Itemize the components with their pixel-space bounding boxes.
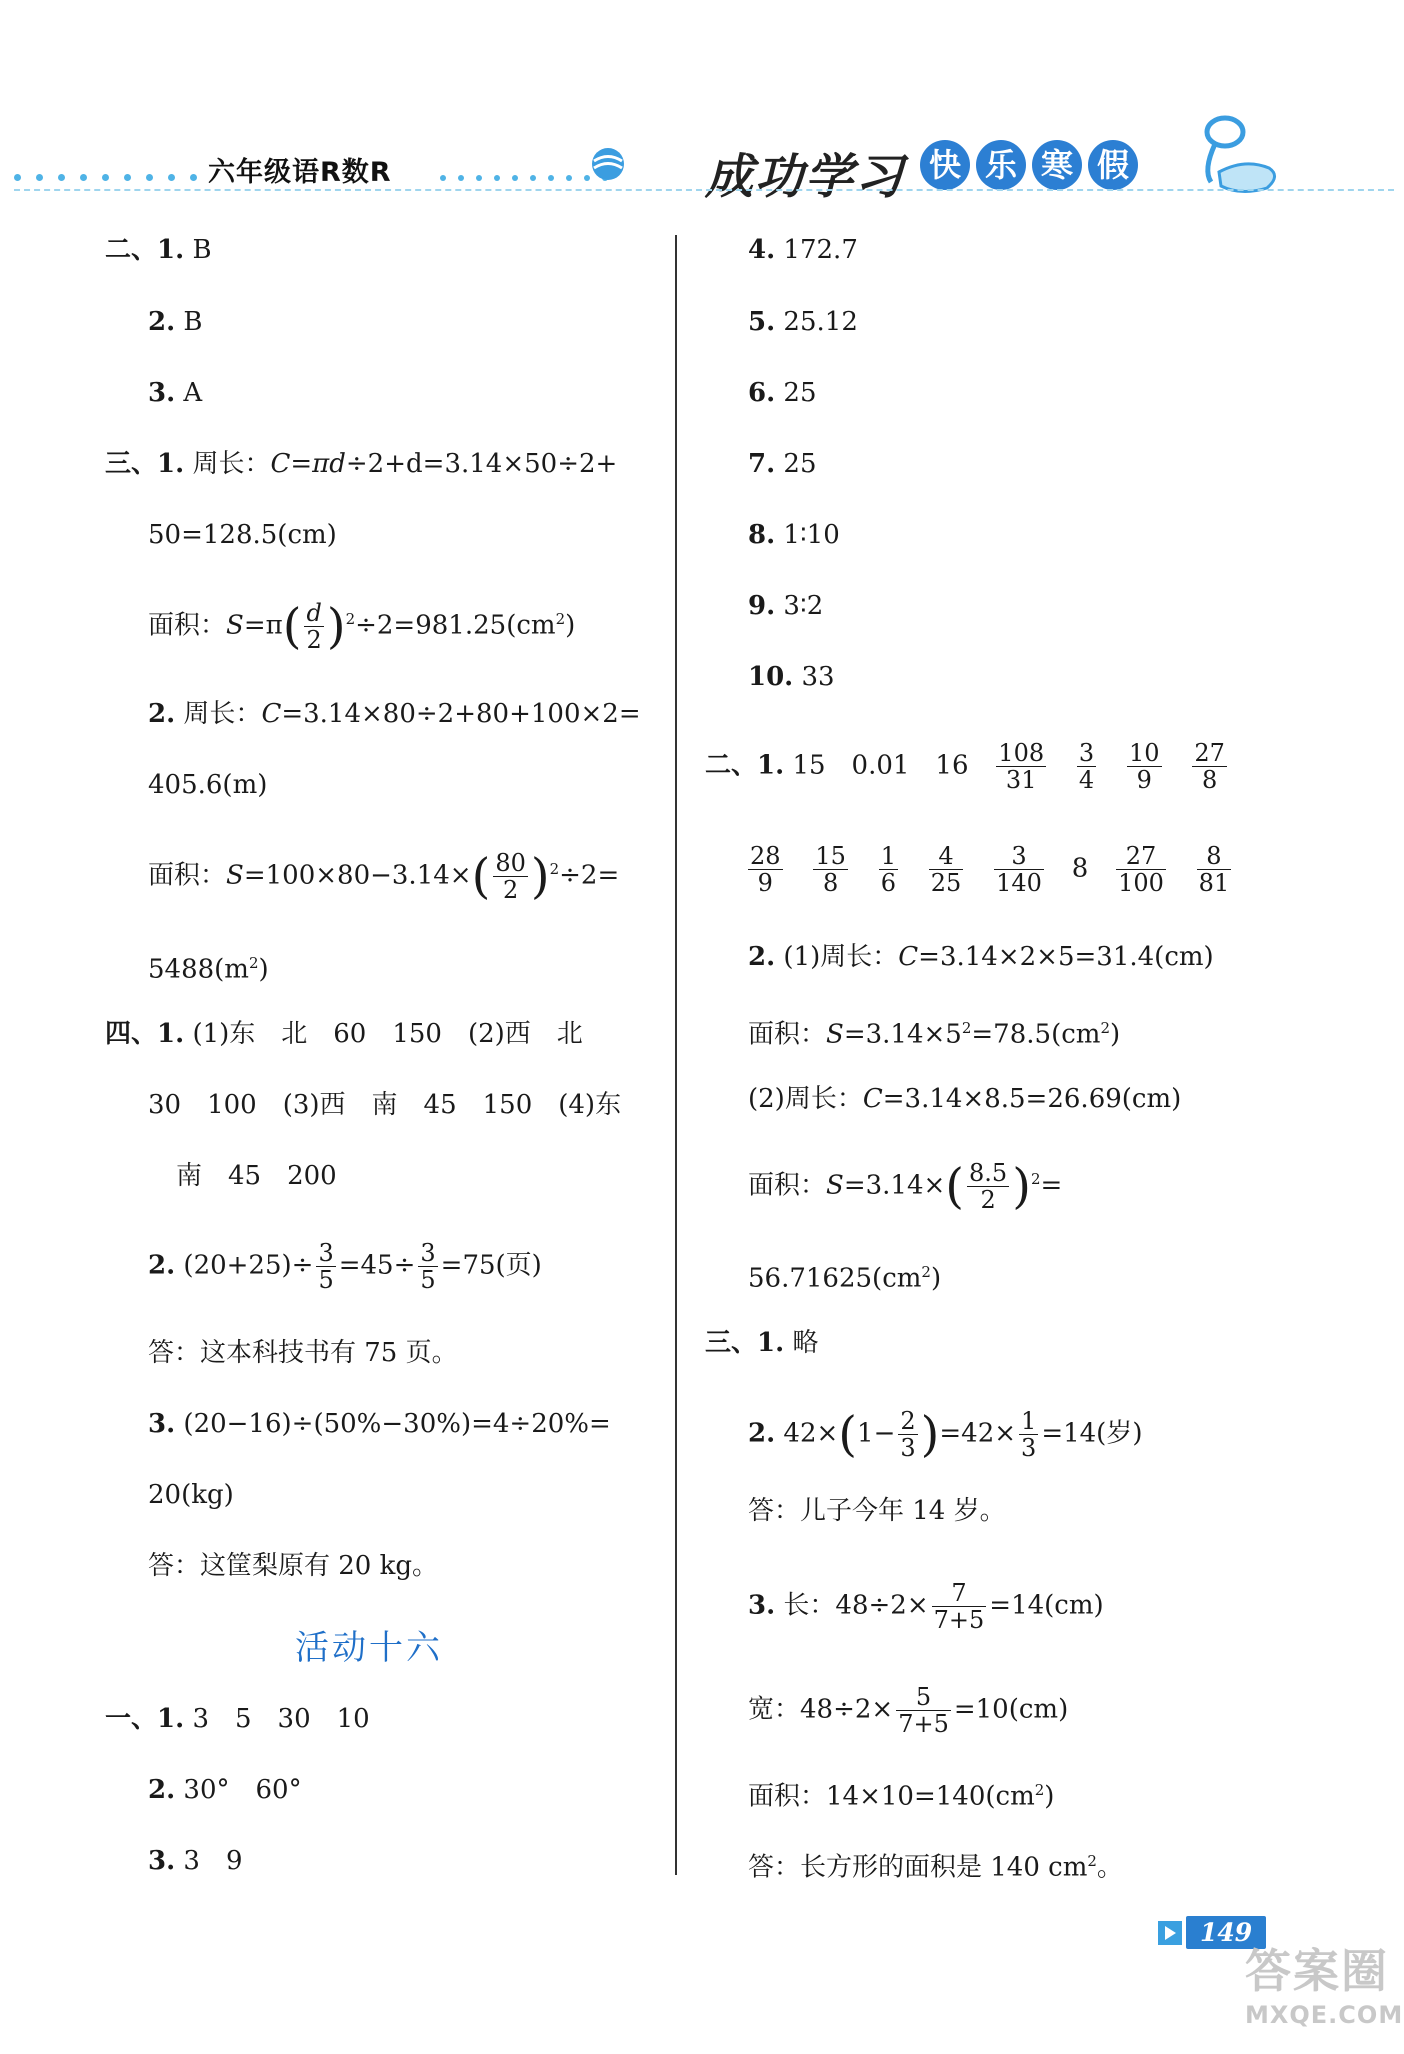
column-divider (675, 235, 677, 1875)
answer-text: 3 9 (183, 1846, 243, 1876)
symbol: πd (312, 449, 346, 479)
numerator: 108 (998, 739, 1045, 767)
section-label: 一、 (105, 1704, 158, 1734)
dot-row-left (14, 166, 212, 185)
fraction (967, 1160, 1009, 1213)
answer-text: 面积： (748, 1170, 827, 1201)
symbol: ) (1012, 1158, 1031, 1215)
numerator: 3 (318, 1239, 334, 1267)
numerator: d (306, 599, 322, 627)
answer-line (748, 1255, 941, 1296)
badge: 寒 (1032, 140, 1082, 190)
answer-text: 答：这筐梨原有 20 kg。 (148, 1551, 439, 1581)
answer-text: 405.6(m) (148, 770, 268, 800)
answer-text: 宽：48÷2× (748, 1694, 894, 1725)
superscript: 2 (1030, 1169, 1041, 1188)
answer-text: 周长： (192, 449, 271, 479)
answer-text: =14(岁) (1041, 1418, 1143, 1449)
answer-text: 15 0.01 16 (792, 750, 969, 781)
denominator: 81 (1198, 869, 1230, 897)
answer-text: 50=128.5(cm) (148, 520, 337, 550)
answer-text: (1)东 北 60 150 (2)西 北 (192, 1019, 583, 1049)
answer-line (148, 305, 203, 339)
symbol: ( (471, 848, 491, 905)
fraction (418, 1240, 437, 1293)
fraction (813, 843, 848, 896)
symbol: ) (258, 954, 269, 985)
answer-text: =3.14×5 (843, 1019, 962, 1050)
header-divider (14, 189, 1394, 191)
activity-title: 活动十六 (295, 1628, 443, 1668)
answer-line (148, 1549, 438, 1583)
symbol: ( (282, 598, 302, 655)
superscript: 2 (345, 609, 356, 628)
denominator: 140 (996, 869, 1042, 897)
question-number: 3. (148, 378, 176, 408)
fraction (1192, 740, 1227, 793)
answer-text: =10(cm) (953, 1694, 1069, 1725)
symbol: C (898, 942, 919, 972)
answer-line (748, 589, 823, 623)
numerator: 8.5 (969, 1159, 1008, 1187)
symbol: = (243, 610, 266, 641)
badge: 乐 (976, 140, 1026, 190)
question-number: 3. (148, 1409, 176, 1439)
fraction (493, 850, 528, 903)
denominator: 2 (502, 876, 519, 904)
denominator: 3 (1021, 1434, 1037, 1462)
answer-text: =42× (939, 1418, 1017, 1449)
answer-text: 长：48÷2× (783, 1590, 929, 1621)
question-number: 2. (148, 1250, 176, 1281)
fraction (898, 1408, 917, 1461)
numerator: 1 (1021, 1407, 1037, 1435)
denominator: 5 (318, 1266, 334, 1294)
question-number: 3. (748, 1590, 776, 1621)
numerator: 27 (1194, 739, 1225, 767)
answer-text: 3∶2 (783, 591, 824, 621)
question-number: 8. (748, 520, 776, 550)
answer-line (748, 1408, 1142, 1461)
superscript: 2 (549, 859, 560, 878)
answer-text: 56.71625(cm (748, 1263, 922, 1294)
symbol: ( (945, 1158, 965, 1215)
symbol: ) (530, 848, 550, 905)
answer-text: =3.14×8.5=26.69(cm) (882, 1084, 1182, 1114)
question-number: 6. (748, 378, 776, 408)
answer-text: B (183, 307, 203, 337)
answer-line (148, 768, 267, 802)
answer-text: 面积： (148, 610, 227, 641)
superscript: 2 (1087, 1852, 1097, 1870)
question-number: 1. (157, 1019, 185, 1049)
numerator: 5 (896, 1684, 951, 1711)
answer-line (148, 850, 619, 903)
question-number: 2. (748, 942, 776, 972)
question-number: 2. (148, 307, 176, 337)
answer-line (748, 233, 858, 267)
question-number: 1. (757, 750, 785, 781)
symbol: S (226, 610, 244, 641)
denominator: 6 (880, 869, 896, 897)
question-number: 9. (748, 591, 776, 621)
answer-text: B (192, 235, 212, 265)
denominator: 31 (1005, 766, 1037, 794)
denominator: 7+5 (898, 1710, 949, 1738)
section-label: 二、 (105, 235, 158, 265)
answer-text: 5488(m (148, 954, 249, 985)
grade-label: 六年级语R数R (208, 157, 392, 188)
superscript: 2 (1100, 1019, 1110, 1037)
symbol: S (826, 1019, 844, 1050)
answer-text: 答：儿子今年 14 岁。 (748, 1496, 1006, 1526)
answer-text: 25 (783, 449, 817, 479)
symbol: = (290, 449, 313, 479)
answer-text: =3.14×50÷2+ (422, 449, 618, 479)
answer-text: =3.14×80÷2+80+100×2= (281, 699, 641, 729)
answer-text: ÷2=981.25(cm (355, 610, 556, 641)
section-label: 三、 (105, 449, 158, 479)
answer-text: (1)周长： (783, 942, 899, 972)
denominator: 8 (822, 869, 839, 897)
answer-line (148, 1336, 458, 1370)
question-number: 1. (157, 235, 185, 265)
fraction (929, 843, 964, 896)
answer-text: = (1040, 1170, 1063, 1201)
answer-line (748, 1684, 1068, 1737)
fraction (896, 1684, 951, 1737)
answer-line (748, 1844, 1123, 1885)
numerator: 15 (815, 842, 846, 870)
question-number: 2. (148, 1775, 176, 1805)
answer-line (148, 1407, 611, 1441)
watermark-url: MXQE.COM (1245, 2001, 1404, 2029)
answer-text: 30 100 (3)西 南 45 150 (4)东 (148, 1090, 622, 1120)
fraction (1197, 843, 1232, 896)
answer-line (748, 305, 858, 339)
answer-line (748, 376, 817, 410)
superscript: 2 (921, 1263, 931, 1281)
answer-line (148, 376, 202, 410)
answer-line (748, 1494, 1006, 1528)
section-label: 四、 (105, 1019, 158, 1049)
superscript: 2 (555, 609, 566, 628)
numerator: 80 (495, 849, 526, 877)
page-header (0, 110, 1404, 220)
answer-line (105, 447, 617, 481)
answer-text: 30° 60° (183, 1775, 302, 1805)
answer-line (748, 518, 840, 552)
balloon-icon (588, 144, 628, 184)
fraction (994, 843, 1044, 896)
numerator: 3 (420, 1239, 436, 1267)
denominator: 9 (757, 869, 773, 897)
answer-text: A (183, 378, 203, 408)
watermark (1245, 1935, 1403, 2029)
numerator: 3 (1078, 739, 1095, 767)
numerator: 27 (1116, 843, 1166, 870)
answer-text: ÷2= (559, 860, 620, 891)
symbol: C (261, 699, 282, 729)
answer-text: =14(cm) (989, 1590, 1104, 1621)
answer-text: =100×80−3.14× (243, 860, 472, 891)
answer-line (748, 447, 817, 481)
brand-title: 成功学习 (705, 149, 906, 205)
answer-line (705, 1326, 818, 1360)
answer-line (148, 518, 337, 552)
numerator: 28 (750, 842, 781, 870)
fraction (304, 600, 323, 653)
denominator: 3 (900, 1434, 916, 1462)
brand-badges (920, 140, 1144, 190)
answer-line (176, 1159, 337, 1193)
badge: 假 (1088, 140, 1138, 190)
answer-text: =45÷ (338, 1250, 416, 1281)
answer-line (148, 1844, 243, 1878)
fraction (932, 1580, 987, 1633)
symbol: π (265, 610, 283, 641)
answer-text: =75(页) (440, 1250, 542, 1281)
denominator: 2 (306, 626, 322, 654)
symbol: ) (920, 1406, 940, 1463)
answer-text: 172.7 (783, 235, 858, 265)
answer-line (148, 946, 269, 987)
question-number: 3. (148, 1846, 176, 1876)
answer-text: 25.12 (783, 307, 858, 337)
section-label: 三、 (705, 1328, 758, 1358)
badge: 快 (920, 140, 970, 190)
answer-text: (20+25)÷ (183, 1250, 314, 1281)
question-number: 5. (748, 307, 776, 337)
answer-text: 1∶10 (783, 520, 840, 550)
symbol: C (270, 449, 291, 479)
symbol: S (226, 860, 244, 891)
answer-text: (20−16)÷(50%−30%)=4÷20%= (183, 1409, 611, 1439)
answer-text: 答：这本科技书有 75 页。 (148, 1338, 458, 1368)
answer-text: =3.14× (843, 1170, 946, 1201)
answer-text: 3 5 30 10 (192, 1704, 370, 1734)
answer-line (748, 1082, 1181, 1116)
fraction (1077, 740, 1096, 793)
fraction (1127, 740, 1162, 793)
page-number: 149 (1186, 1916, 1266, 1949)
denominator: 4 (1078, 766, 1095, 794)
answer-text: 8 (1071, 853, 1089, 884)
answer-line (748, 660, 835, 694)
answer-text: 1− (857, 1418, 896, 1449)
fraction (879, 843, 898, 896)
question-number: 1. (157, 449, 185, 479)
fraction (316, 1240, 335, 1293)
play-arrow-icon (1158, 1921, 1182, 1945)
answer-text: 周长： (183, 699, 262, 729)
symbol: ) (1109, 1019, 1121, 1050)
answer-text: 略 (792, 1328, 819, 1358)
answer-text: 答：长方形的面积是 140 cm (748, 1852, 1088, 1883)
symbol: ) (565, 610, 576, 641)
question-number: 4. (748, 235, 776, 265)
numerator: 10 (1128, 739, 1160, 767)
answer-text: 42× (783, 1418, 839, 1449)
answer-line (105, 1702, 370, 1736)
fraction (996, 740, 1046, 793)
symbol: ) (326, 598, 346, 655)
denominator: 7+5 (933, 1606, 985, 1634)
watermark-title: 答案圈 (1245, 1944, 1389, 1998)
question-number: 2. (748, 1418, 776, 1449)
answer-text: 33 (801, 662, 835, 692)
denominator: 9 (1136, 766, 1152, 794)
answer-line (148, 1773, 302, 1807)
answer-text: 25 (783, 378, 817, 408)
numerator: 7 (932, 1580, 987, 1607)
answer-line (105, 233, 212, 267)
section-label: 二、 (705, 750, 758, 781)
answer-line (748, 1160, 1062, 1213)
answer-line (748, 1773, 1054, 1814)
numerator: 8 (1197, 843, 1232, 870)
answer-line (148, 1478, 234, 1512)
question-number: 1. (157, 1704, 185, 1734)
denominator: 8 (1201, 766, 1218, 794)
answer-text: =78.5(cm (971, 1019, 1101, 1050)
fraction (1019, 1408, 1038, 1461)
answer-text: 面积： (148, 860, 227, 891)
denominator: 2 (980, 1186, 996, 1214)
numerator: 3 (994, 843, 1044, 870)
answer-line (748, 940, 1214, 974)
answer-line (748, 1580, 1104, 1633)
fraction (1116, 843, 1166, 896)
answer-line (148, 1240, 542, 1293)
fraction (748, 843, 783, 896)
superscript: 2 (961, 1019, 972, 1037)
denominator: 5 (420, 1266, 436, 1294)
question-number: 7. (748, 449, 776, 479)
symbol: ) (1044, 1781, 1055, 1812)
question-number: 10. (748, 662, 794, 692)
symbol: S (826, 1170, 844, 1201)
answer-line (148, 1088, 621, 1122)
denominator: 25 (930, 869, 962, 897)
answer-line (148, 697, 641, 731)
numerator: 4 (929, 843, 964, 870)
superscript: 2 (248, 954, 259, 972)
denominator: 100 (1118, 869, 1164, 897)
answer-line (148, 600, 575, 653)
answer-line (745, 843, 1234, 896)
question-number: 1. (757, 1328, 785, 1358)
answer-text: =3.14×2×5=31.4(cm) (918, 942, 1214, 972)
answer-line (105, 1017, 583, 1051)
symbol: 。 (1096, 1852, 1123, 1883)
superscript: 2 (1034, 1781, 1045, 1799)
answer-text: 20(kg) (148, 1480, 234, 1510)
numerator: 2 (900, 1407, 916, 1435)
answer-text: 南 45 200 (176, 1161, 337, 1191)
answer-text: 面积： (748, 1019, 827, 1050)
symbol: ( (838, 1406, 858, 1463)
symbol: ÷2+d (345, 449, 423, 479)
answer-text: (2)周长： (748, 1084, 863, 1114)
question-number: 2. (148, 699, 176, 729)
symbol: C (862, 1084, 883, 1114)
answer-line (705, 740, 1230, 793)
numerator: 1 (880, 842, 896, 870)
magnifier-decoration-icon (1185, 110, 1285, 210)
answer-text: 面积：14×10=140(cm (748, 1781, 1035, 1812)
answer-line (748, 1011, 1120, 1052)
symbol: ) (930, 1263, 942, 1294)
